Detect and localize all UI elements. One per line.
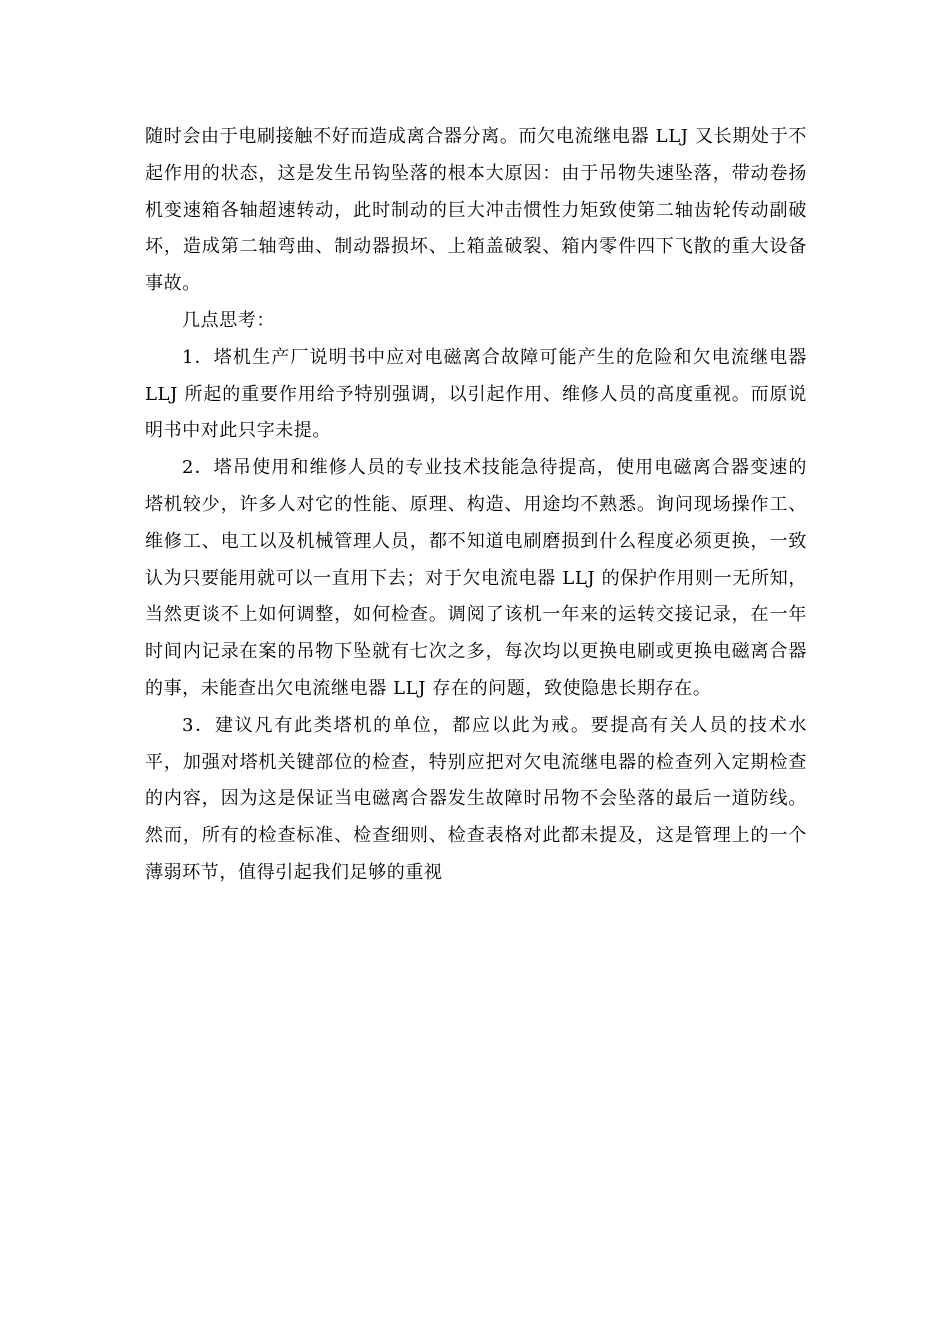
paragraph-point-1: 1．塔机生产厂说明书中应对电磁离合故障可能产生的危险和欠电流继电器 LLJ 所起的重要作用给予特别强调，以引起作用、维修人员的高度重视。而原说明书中对此只字未提。 xyxy=(145,346,807,442)
paragraph-point-2: 2．塔吊使用和维修人员的专业技术技能急待提高，使用电磁离合器变速的塔机较少，许多人对它的性能、原理、构造、用途均不熟悉。询问现场操作工、维修工、电工以及机械管理人员，都不知道电刷磨损到什么程度必须更换，一致认为只要能用就可以一直用下去；对于欠电流电器 LLJ 的保护作用则一无所知，当然更谈不上如何调整，如何检查。调阅了该机一年来的运转交接记录，在一年时间内记录在案的吊物下坠就有七次之多，每次均以更换电刷或更换电磁离合器的事，未能查出欠电流继电器 LLJ 存在的问题，致使隐患长期存在。 xyxy=(145,457,807,699)
section-heading: 几点思考： xyxy=(182,309,275,331)
paragraph-continuation: 随时会由于电刷接触不好而造成离合器分离。而欠电流继电器 LLJ 又长期处于不起作用的状态，这是发生吊钩坠落的根本大原因：由于吊物失速坠落，带动卷扬机变速箱各轴超速转动，此时制动的巨大冲击惯性力矩致使第二轴齿轮传动副破坏，造成第二轴弯曲、制动器损坏、上箱盖破裂、箱内零件四下飞散的重大设备事故。 xyxy=(145,126,807,295)
document-body xyxy=(145,119,807,892)
paragraph-point-3: 3．建议凡有此类塔机的单位，都应以此为戒。要提高有关人员的技术水平，加强对塔机关键部位的检查，特别应把对欠电流继电器的检查列入定期检查的内容，因为这是保证当电磁离合器发生故障时吊物不会坠落的最后一道防线。然而，所有的检查标准、检查细则、检查表格对此都未提及，这是管理上的一个薄弱环节，值得引起我们足够的重视 xyxy=(145,714,807,883)
